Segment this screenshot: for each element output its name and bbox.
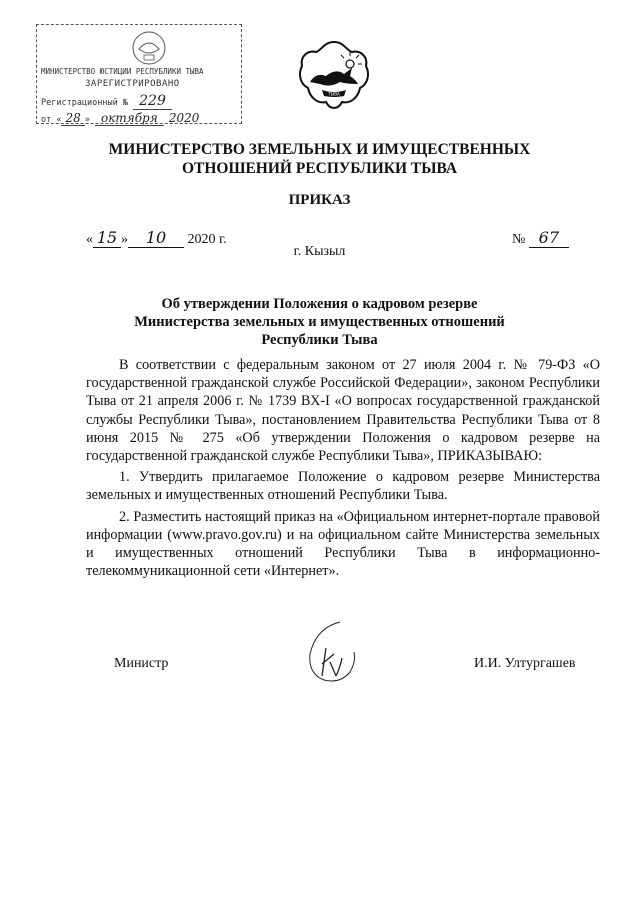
- stamp-date-month: октября: [95, 111, 164, 126]
- date-year: 2020 г.: [187, 232, 227, 247]
- stamp-date-day: 28: [61, 111, 84, 126]
- document-body: [86, 356, 600, 583]
- stamp-reg-label: Регистрационный №: [41, 98, 128, 108]
- number-value: 67: [529, 228, 569, 248]
- stamp-reg-number: 229: [133, 93, 172, 110]
- stamp-date-mid: »: [84, 115, 90, 125]
- title-line-3: Республики Тыва: [261, 332, 378, 348]
- signatory-name: И.И. Ултургашев: [474, 656, 576, 671]
- stamp-date-prefix: от «: [41, 115, 62, 125]
- number-label: №: [512, 232, 526, 247]
- ministry-line-1: МИНИСТЕРСТВО ЗЕМЕЛЬНЫХ И ИМУЩЕСТВЕННЫХ: [108, 141, 531, 158]
- stamp-registered-text: ЗАРЕГИСТРИРОВАНО: [85, 79, 180, 89]
- title-line-1: Об утверждении Положения о кадровом резерве: [161, 296, 478, 312]
- svg-text:ТЫВА: ТЫВА: [328, 91, 340, 97]
- title-line-2: Министерства земельных и имущественных отношений: [134, 314, 505, 330]
- body-paragraph-item-2: 2. Разместить настоящий приказ на «Официальном интернет-портале правовой информации (www.pravo.gov.ru) и на официальном сайте Министерства земельных и имущественных отношений Республики Тыва в информационно-телекоммуникационной сети «Интернет».: [86, 508, 600, 580]
- stamp-date-row: [41, 111, 199, 125]
- handwritten-signature-icon: [296, 618, 360, 688]
- date-day: 15: [93, 228, 121, 248]
- stamp-reg-number-row: [41, 93, 172, 109]
- document-title: [0, 295, 639, 349]
- emblem-seal-icon: [127, 29, 171, 67]
- ministry-line-2: ОТНОШЕНИЙ РЕСПУБЛИКИ ТЫВА: [181, 160, 458, 177]
- coat-of-arms-icon: [296, 40, 372, 112]
- city: г. Кызыл: [293, 244, 346, 259]
- stamp-ministry-text: МИНИСТЕРСТВО ЮСТИЦИИ РЕСПУБЛИКИ ТЫВА: [41, 67, 204, 76]
- document-type: ПРИКАЗ: [288, 192, 351, 208]
- body-paragraph-item-1: 1. Утвердить прилагаемое Положение о кадровом резерве Министерства земельных и имущественных отношений Республики Тыва.: [86, 469, 600, 504]
- ministry-name: [0, 140, 639, 178]
- registration-stamp: [36, 24, 242, 124]
- date-close-quote: »: [121, 232, 128, 247]
- date-month: 10: [128, 228, 184, 248]
- stamp-date-year: 2020: [168, 111, 200, 125]
- body-paragraph-preamble: В соответствии с федеральным законом от 27 июля 2004 г. № 79-ФЗ «О государственной гражданской службе Российской Федерации», законом Республики Тыва от 21 апреля 2006 г. № 1739 ВХ-I «О вопросах государственной гражданской службы Республики Тыва», постановлением Правительства Республики Тыва от 8 июня 2015 № 275 «Об утверждении Положения о кадровом резерве на государственной гражданской службе Республики Тыва», ПРИКАЗЫВАЮ:: [86, 357, 600, 465]
- signatory-title: Министр: [114, 656, 169, 671]
- date-open-quote: «: [86, 232, 93, 247]
